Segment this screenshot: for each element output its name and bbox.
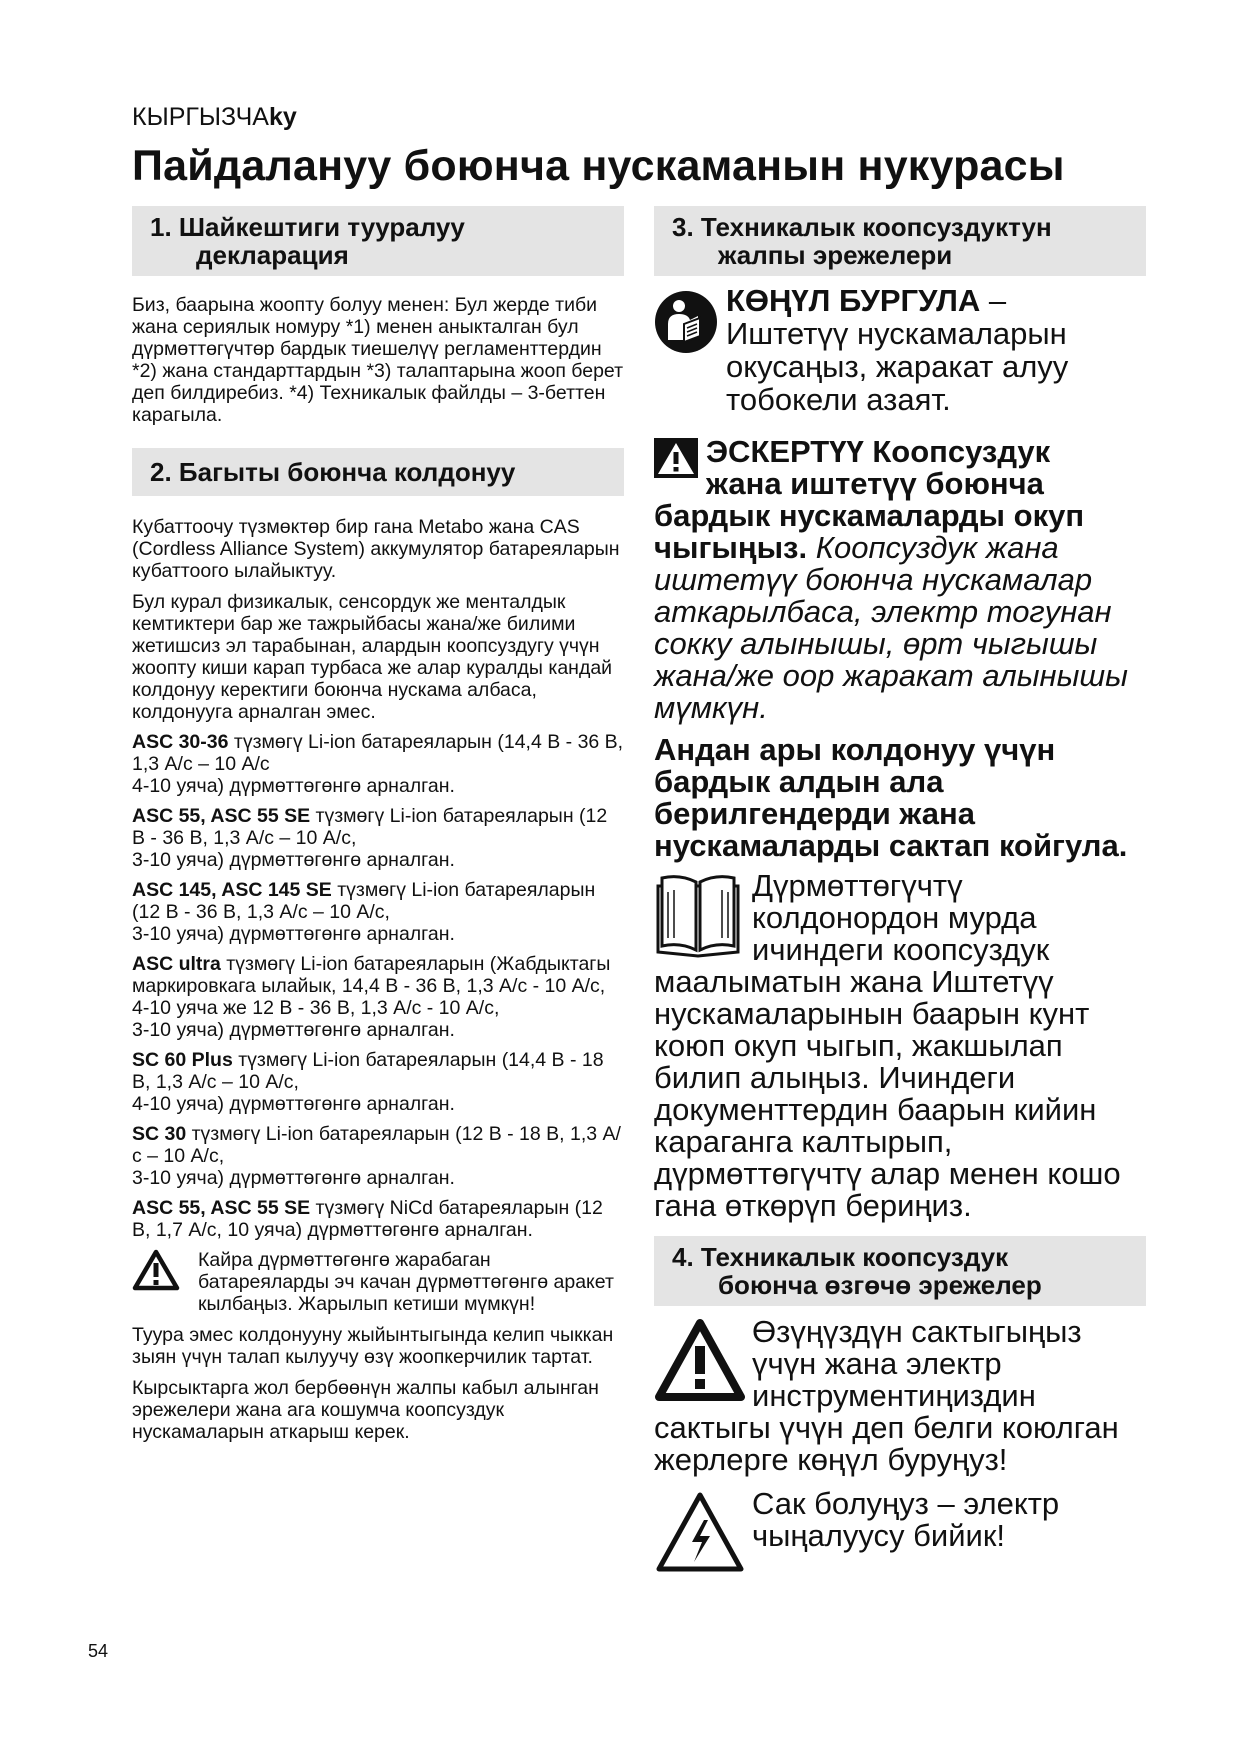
read-manual-notice: КӨҢҮЛ БУРГУЛА – Иштетүү нускамаларын окусаңыз, жаракат алуу тобокели азаят. bbox=[654, 284, 1146, 416]
high-voltage-icon bbox=[654, 1490, 746, 1579]
right-column bbox=[654, 206, 1146, 1552]
model-asc-145: ASC 145, ASC 145 SE түзмөгү Li-ion батареяларын (12 В - 36 В, 1,3 А/с – 10 А/с, 3-10 уяча) дүрмөттөгөнгө арналган. bbox=[132, 879, 596, 945]
intended-use-paragraph-1: Кубаттоочу түзмөктөр бир гана Metabo жана CAS (Cordless Alliance System) аккумулятор батареяларын кубаттоого ылайыктуу. bbox=[132, 516, 620, 582]
section-1-title-line1: Шайкештиги тууралуу bbox=[178, 212, 465, 242]
section-1-heading bbox=[132, 206, 624, 276]
section-2-title: Багыты боюнча колдонуу bbox=[178, 457, 516, 487]
declaration-paragraph: Биз, баарына жоопту болуу менен: Бул жерде тиби жана сериялык номуру *1) менен аныкталган бул дүрмөттөгүчтөр бардык тиешелүү регламенттердин *2) жана стандарттардын *3) талаптарына жооп берет деп билдиребиз. *4) Техникалык файлды – 3-беттен карагыла. bbox=[132, 294, 624, 426]
notice-heading: КӨҢҮЛ БУРГУЛА bbox=[726, 283, 981, 318]
book-icon bbox=[654, 872, 742, 963]
language-label: КЫРГЫЗЧАky bbox=[132, 103, 297, 131]
accident-rules-paragraph: Кырсыктарга жол бербөөнүн жалпы кабыл алынган эрежелери жана ага кошумча коопсуздук нускамаларын аткарыш керек. bbox=[132, 1377, 599, 1443]
model-asc-55: ASC 55, ASC 55 SE түзмөгү Li-ion батареяларын (12 В - 36 В, 1,3 А/с – 10 А/с, 3-10 уяча) дүрмөттөгөнгө арналган. bbox=[132, 805, 608, 871]
battery-warning: Кайра дүрмөттөгөнгө жарабаган батареяларды эч качан дүрмөттөгөнгө аракет кылбаңыз. Жарылып кетиши мүмкүн! bbox=[132, 1249, 624, 1315]
section-1-number: 1. bbox=[150, 212, 172, 242]
book-notice: Дүрмөттөгүчтү колдонордон мурда ичиндеги коопсуздук маалыматын жана Иштетүү нускамаларынын баарын кунт коюп окуп чыгып, жакшылап билип алыңыз. Ичиндеги документтердин баарын кийин караганга калтырып, дүрмөттөгүчтү алар менен кошо гана өткөрүп бериңиз. bbox=[654, 868, 1121, 1223]
notice-text: Иштетүү нускамаларын окусаңыз, жаракат алуу тобокели азаят. bbox=[726, 316, 1069, 417]
section-2-number: 2. bbox=[150, 457, 172, 487]
section-3-number: 3. bbox=[672, 212, 694, 242]
liability-paragraph: Туура эмес колдонууну жыйынтыгында келип чыккан зыян үчүн талап кылуучу өзү жоопкерчилик тартат. bbox=[132, 1324, 614, 1368]
page-number: 54 bbox=[88, 1641, 109, 1661]
section-4-number: 4. bbox=[672, 1242, 694, 1272]
model-asc-30-36: ASC 30-36 түзмөгү Li-ion батареяларын (14,4 В - 36 В, 1,3 А/с – 10 А/с 4-10 уяча) дүрмөттөгөнгө арналган. bbox=[132, 731, 624, 797]
warning-triangle-icon bbox=[132, 1249, 198, 1315]
section-2-heading bbox=[132, 448, 624, 496]
section-4-title-line1: Техникалык коопсуздук bbox=[700, 1242, 1009, 1272]
intended-use-paragraph-2: Бул курал физикалык, сенсордук же менталдык кемтиктери бар же тажрыйбасы жана/же билими жетишсиз эл тарабынан, алардын коопсуздугу үчүн жоопту киши карап турбаса же алар куралды кандай колдонуу керектиги боюнча нускама албаса, колдонууга арналган эмес. bbox=[132, 591, 613, 723]
read-manual-icon bbox=[654, 284, 726, 416]
voltage-notice: Сак болуңуз – электр чыңалуусу бийик! bbox=[654, 1488, 1146, 1552]
model-asc-ultra: ASC ultra түзмөгү Li-ion батареяларын (Жабдыктагы маркировкага ылайык, 14,4 В - 36 В, 1,3 А/с - 10 А/с, 4-10 уяча же 12 В - 36 В, 1,3 А/с - 10 А/с, 3-10 уяча) дүрмөттөгөнгө арналган. bbox=[132, 953, 611, 1041]
general-warning: ЭСКЕРТҮҮ Коопсуздук жана иштетүү боюнча бардык нускамаларды окуп чыгыңыз. Коопсуздук жана иштетүү боюнча нускамалар аткарылбаса, электр тогунан сокку алынышы, өрт чыгышы жана/же оор жаракат алынышы мүмкүн. bbox=[654, 434, 1128, 725]
model-sc-30: SC 30 түзмөгү Li-ion батареяларын (12 В - 18 В, 1,3 А/с – 10 А/с, 3-10 уяча) дүрмөттөгөнгө арналган. bbox=[132, 1123, 621, 1189]
warning-triangle-icon bbox=[654, 436, 706, 500]
section-4-title-line2: боюнча өзгөчө эрежелер bbox=[718, 1270, 1042, 1300]
warning-triangle-icon bbox=[654, 1318, 746, 1407]
section-3-title-line1: Техникалык коопсуздуктун bbox=[700, 212, 1052, 242]
section-4-heading bbox=[654, 1236, 1146, 1306]
section-1-title-line2: декларация bbox=[196, 240, 349, 270]
model-sc-60-plus: SC 60 Plus түзмөгү Li-ion батареяларын (14,4 В - 18 В, 1,3 А/с – 10 А/с, 4-10 уяча) дүрмөттөгөнгө арналган. bbox=[132, 1049, 604, 1115]
section-3-title-line2: жалпы эрежелери bbox=[718, 240, 953, 270]
model-asc-55-nicd: ASC 55, ASC 55 SE түзмөгү NiCd батареяларын (12 В, 1,7 А/с, 10 уяча) дүрмөттөгөнгө арналган. bbox=[132, 1197, 603, 1241]
safety-notice: Өзүңүздүн сактыгыңыз үчүн жана электр инструментиңиздин сактыгы үчүн деп белги коюлган жерлерге көңүл буруңуз! bbox=[654, 1314, 1119, 1477]
section-3-heading bbox=[654, 206, 1146, 276]
document-title: Пайдалануу боюнча нускаманын нукурасы bbox=[132, 142, 1065, 190]
left-column bbox=[132, 206, 624, 1443]
keep-instructions: Андан ары колдонуу үчүн бардык алдын ала берилгендерди жана нускамаларды сактап койгула. bbox=[654, 732, 1128, 863]
